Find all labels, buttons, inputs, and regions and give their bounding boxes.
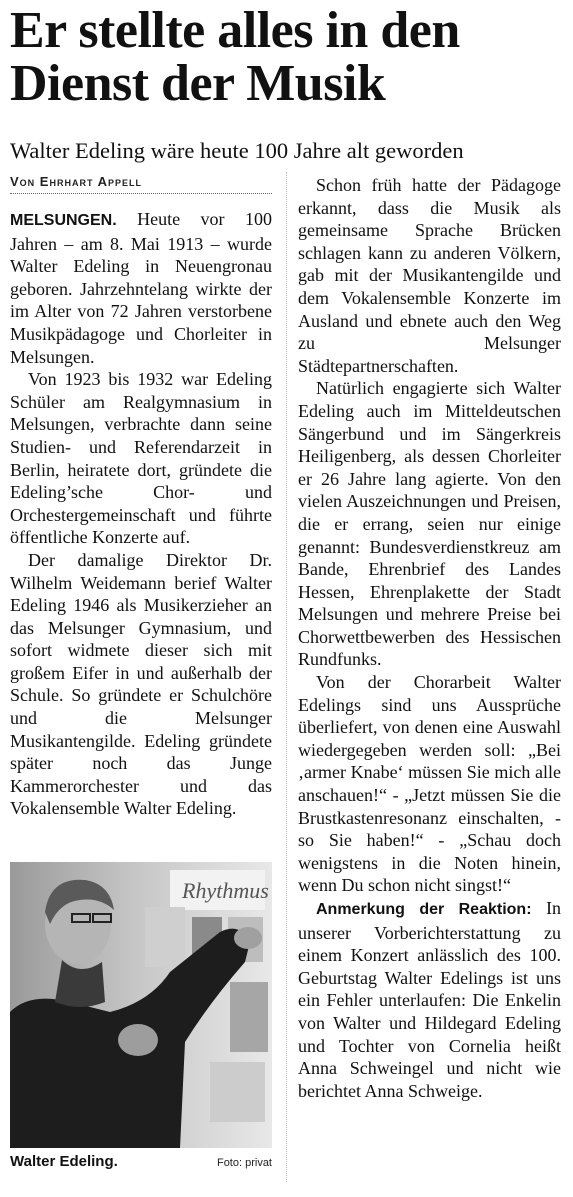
photo-caption: Walter Edeling. bbox=[10, 1153, 118, 1170]
paragraph-2: Von 1923 bis 1932 war Edeling Schüler am Realgymnasium in Melsungen, verbrachte dann seine Studien- und Referendarzeit in Berlin, heiratete dort, gründete die Edeling’sche Chor- und Orchestergemeinschaft und führte öffentliche Konzerte auf. bbox=[10, 369, 272, 548]
subheadline: Walter Edeling wäre heute 100 Jahre alt geworden bbox=[10, 138, 464, 163]
photo-caption-row bbox=[10, 1153, 272, 1175]
dateline: MELSUNGEN. bbox=[10, 212, 117, 229]
column-divider bbox=[286, 172, 287, 1182]
headline-line-2: Dienst der Musik bbox=[10, 55, 386, 112]
portrait-illustration bbox=[10, 862, 272, 1148]
paragraph-4: Schon früh hatte der Pädagoge erkannt, dass die Musik als gemeinsame Sprache Brücken schlagen kann zu anderen Völkern, gab mit der Musikantengilde und dem Vokalensemble Konzerte im Ausland und ebnete auch den Weg zu Melsunger Städtepartnerschaften. bbox=[298, 175, 561, 376]
article-column-right bbox=[298, 174, 561, 1102]
editor-note-heading: Anmerkung der Reaktion: bbox=[316, 901, 532, 918]
article-column-left bbox=[10, 208, 272, 820]
editor-note bbox=[298, 897, 561, 1102]
paragraph-6: Von der Chorarbeit Walter Edelings sind uns Aussprüche überliefert, von denen eine Auswahl wiedergegeben werden soll: „Bei ‚armer Knabe‘ müssen Sie mich alle anschauen!“ - „Jetzt müssen Sie die Brustkastenresonanz einschalten, - so Sie haben!“ - „Schau doch wenigstens in die Noten hinein, wenn Du schon nicht singst!“ bbox=[298, 672, 561, 896]
byline: Von Ehrhart Appell bbox=[10, 174, 272, 194]
headline-line-1: Er stellte alles in den bbox=[10, 2, 460, 59]
paragraph-3: Der damalige Direktor Dr. Wilhelm Weidemann berief Walter Edeling 1946 als Musikerzieher an das Melsunger Gymnasium, und sofort widmete dieser sich mit großem Eifer in und außerhalb der Schule. So gründete er Schulchöre und die Melsunger Musikantengilde. Edeling gründete später noch das Junge Kammerorchester und das Vokalensemble Walter Edeling. bbox=[10, 549, 272, 819]
photo-credit: Foto: privat bbox=[216, 1157, 272, 1169]
editor-note-text: In unserer Vorberichterstattung zu einem Konzert anlässlich des 100. Geburtstag Walter Edelings ist uns ein Fehler unterlaufen: Die Enkelin von Walter und Hildegard Edeling und Tochter von Cornelia heißt Anna Schweingel und nicht wie berichtet Anna Schweige. bbox=[298, 898, 561, 1101]
poster-text: Rhythmus bbox=[182, 878, 269, 903]
portrait-photo bbox=[10, 862, 272, 1148]
paragraph-1 bbox=[10, 208, 272, 368]
paragraph-5: Natürlich engagierte sich Walter Edeling auch im Mitteldeutschen Sängerbund und im Sängerkreis Heiligenberg, als dessen Chorleiter er 26 Jahre lang agierte. Von den vielen Auszeichnungen und Preisen, die er errang, seien nur einige genannt: Bundesverdienstkreuz am Bande, Ehrenbrief des Landes Hessen, Ehrenplakette der Stadt Melsungen und mehrere Preise bei Chorwettbewerben des Hessischen Rundfunks. bbox=[298, 378, 561, 670]
headline bbox=[10, 4, 570, 110]
paragraph-1-text: Heute vor 100 Jahren – am 8. Mai 1913 – wurde Walter Edeling in Neuengronau geboren. Jahrzehntelang wirkte der im Alter von 72 Jahren verstorbene Musikpädagoge und Chorleiter in Melsungen. bbox=[10, 209, 272, 367]
